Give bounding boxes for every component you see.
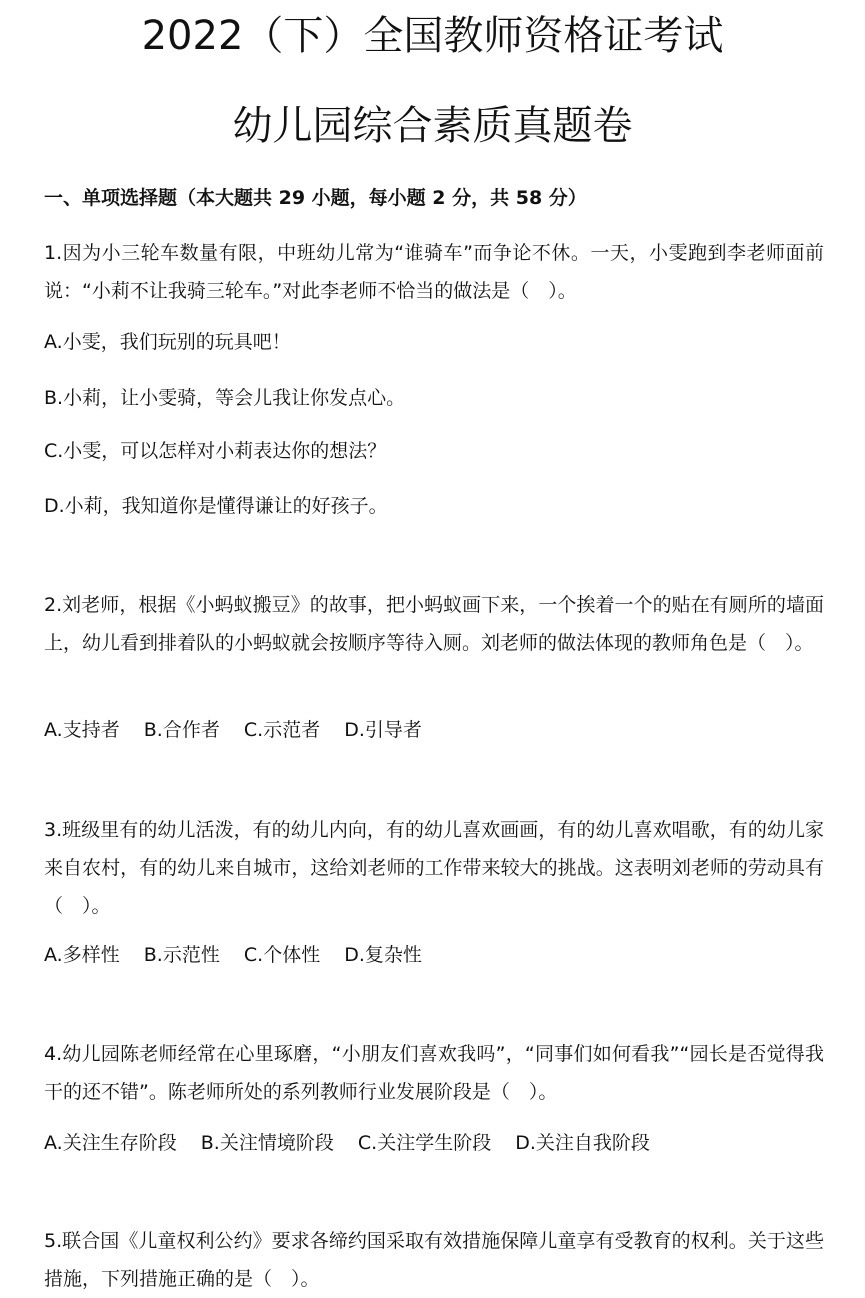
question-3-option-c: C.个体性 [243,944,321,966]
document-subtitle: 幼儿园综合素质真题卷 [232,103,633,149]
question-2-option-d: D.引导者 [344,719,422,741]
question-2-options [44,716,440,744]
question-4-option-d: D.关注自我阶段 [515,1132,650,1154]
question-1-option-d: D.小莉，我知道你是懂得谦让的好孩子。 [44,495,388,517]
question-2-stem: 2.刘老师，根据《小蚂蚁搬豆》的故事，把小蚂蚁画下来，一个挨着一个的贴在有厕所的墙面上，幼儿看到排着队的小蚂蚁就会按顺序等待入厕。刘老师的做法体现的教师角色是（ ）。 [44,594,824,654]
question-4-option-a: A.关注生存阶段 [44,1132,177,1154]
section-heading: 一、单项选择题（本大题共 29 小题，每小题 2 分，共 58 分） [44,187,587,209]
document-title: 2022（下）全国教师资格证考试 [141,13,724,59]
question-1-option-c: C.小雯，可以怎样对小莉表达你的想法？ [44,440,387,462]
question-4-stem: 4.幼儿园陈老师经常在心里琢磨，“小朋友们喜欢我吗”，“同事们如何看我”“园长是否觉得我干的还不错”。陈老师所处的系列教师行业发展阶段是（ ）。 [44,1043,824,1103]
question-3-option-d: D.复杂性 [344,944,422,966]
question-1-option-b: B.小莉，让小雯骑，等会儿我让你发点心。 [44,387,406,409]
question-2-option-b: B.合作者 [143,719,220,741]
question-3-options [44,941,440,969]
question-3-stem: 3.班级里有的幼儿活泼，有的幼儿内向，有的幼儿喜欢画画，有的幼儿喜欢唱歌，有的幼儿家来自农村，有的幼儿来自城市，这给刘老师的工作带来较大的挑战。这表明刘老师的劳动具有（ ）。 [44,819,824,917]
question-4-option-b: B.关注情境阶段 [200,1132,334,1154]
question-3-option-a: A.多样性 [44,944,120,966]
question-3-option-b: B.示范性 [143,944,220,966]
question-4-options [44,1129,668,1157]
question-5-stem: 5.联合国《儿童权利公约》要求各缔约国采取有效措施保障儿童享有受教育的权利。关于这些措施，下列措施正确的是（ ）。 [44,1230,824,1290]
question-2-option-c: C.示范者 [243,719,321,741]
question-1-option-a: A.小雯，我们玩别的玩具吧！ [44,331,291,353]
question-4-option-c: C.关注学生阶段 [357,1132,492,1154]
question-1-stem: 1.因为小三轮车数量有限，中班幼儿常为“谁骑车”而争论不休。一天，小雯跑到李老师面前说：“小莉不让我骑三轮车。”对此李老师不恰当的做法是（ ）。 [44,242,824,302]
question-2-option-a: A.支持者 [44,719,120,741]
